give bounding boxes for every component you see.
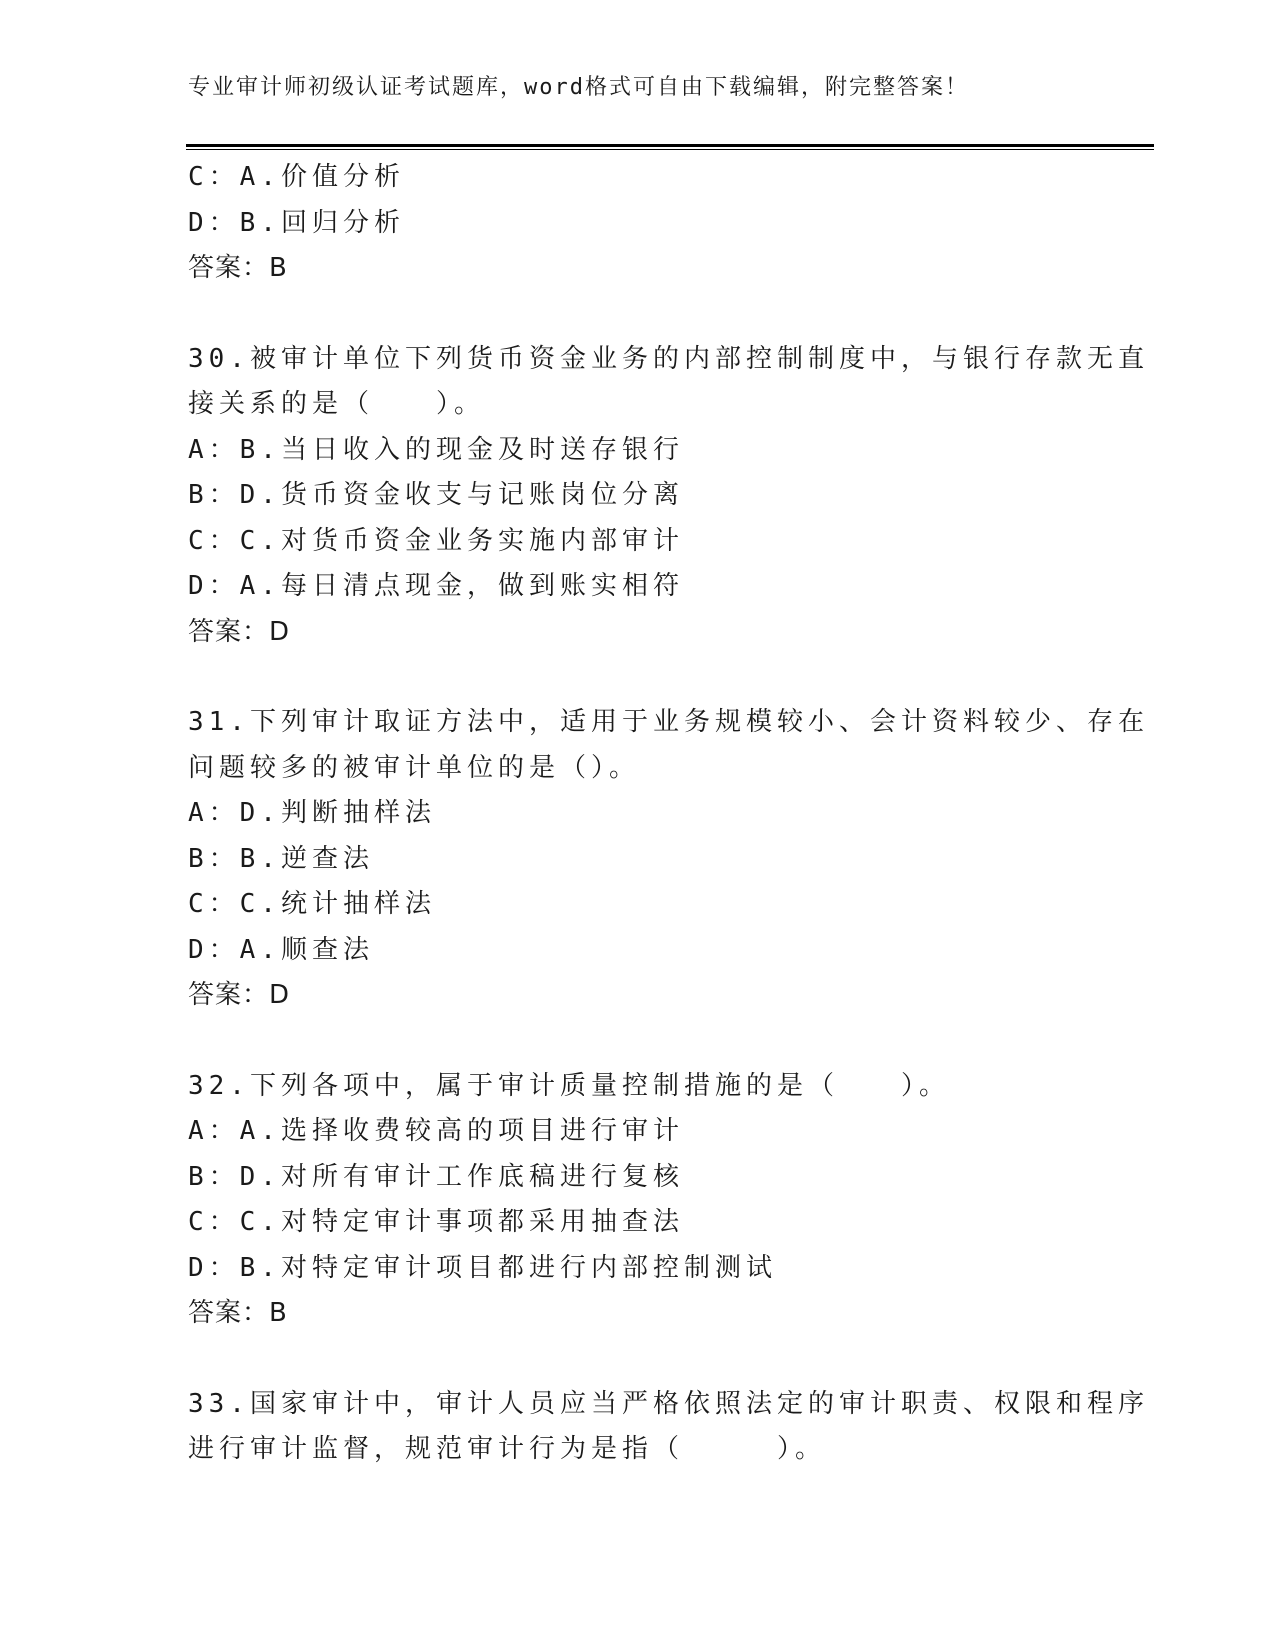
- question-30: [188, 337, 1149, 656]
- header-rule-thick: [186, 144, 1154, 147]
- question-text: 30.被审计单位下列货币资金业务的内部控制制度中，与银行存款无直: [188, 343, 1149, 374]
- option-a: A：D.判断抽样法: [188, 798, 436, 828]
- question-33: [188, 1382, 1149, 1473]
- answer: 答案：D: [188, 980, 291, 1010]
- document-body: [188, 155, 1149, 1473]
- option-c: C：A.价值分析: [188, 162, 405, 192]
- question-text: 33.国家审计中，审计人员应当严格依照法定的审计职责、权限和程序: [188, 1388, 1149, 1419]
- question-32: [188, 1064, 1088, 1337]
- question-text: 进行审计监督，规范审计行为是指（ ）。: [188, 1434, 827, 1464]
- option-a: A：B.当日收入的现金及时送存银行: [188, 434, 684, 465]
- previous-question-tail: [188, 155, 1088, 292]
- option-c: C：C.对特定审计事项都采用抽查法: [188, 1207, 684, 1237]
- header-rule-thin: [186, 149, 1154, 150]
- question-text: 接关系的是（ ）。: [188, 389, 486, 419]
- option-d: D：B.回归分析: [188, 207, 405, 238]
- question-text: 32.下列各项中，属于审计质量控制措施的是（ ）。: [188, 1070, 950, 1101]
- question-text: 问题较多的被审计单位的是（）。: [188, 752, 641, 783]
- question-text: 31.下列审计取证方法中，适用于业务规模较小、会计资料较少、存在: [188, 707, 1149, 737]
- page-header: 专业审计师初级认证考试题库，word格式可自由下载编辑，附完整答案！: [188, 75, 969, 100]
- question-31: [188, 700, 1149, 1019]
- answer: 答案：D: [188, 616, 291, 647]
- option-a: A：A.选择收费较高的项目进行审计: [188, 1116, 684, 1146]
- option-d: D：A.顺查法: [188, 934, 374, 965]
- option-b: B：D.货币资金收支与记账岗位分离: [188, 480, 684, 510]
- answer: 答案：B: [188, 1298, 288, 1328]
- answer: 答案：B: [188, 253, 288, 283]
- option-d: D：A.每日清点现金，做到账实相符: [188, 571, 684, 601]
- option-c: C：C.对货币资金业务实施内部审计: [188, 525, 684, 556]
- option-d: D：B.对特定审计项目都进行内部控制测试: [188, 1252, 777, 1283]
- option-b: B：B.逆查法: [188, 843, 374, 874]
- option-b: B：D.对所有审计工作底稿进行复核: [188, 1161, 684, 1192]
- option-c: C：C.统计抽样法: [188, 889, 436, 919]
